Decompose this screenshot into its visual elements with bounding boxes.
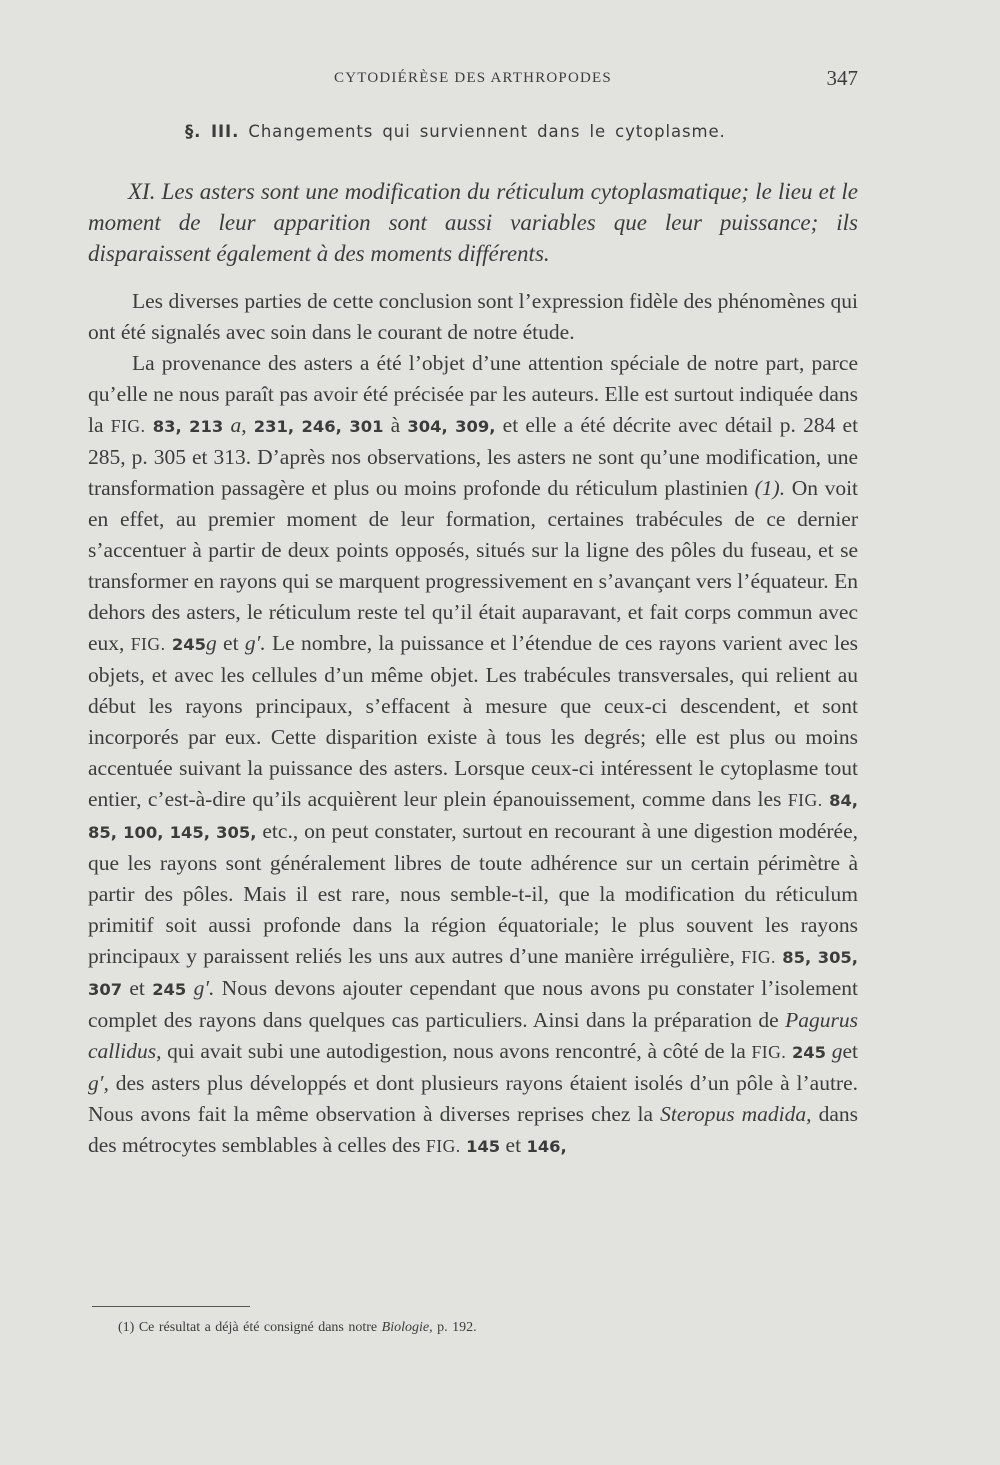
figure-reference: 146, — [526, 1137, 567, 1156]
figure-letter: g — [831, 1039, 843, 1063]
text-run: des asters plus développés et dont plusieurs rayons étaient isolés d’un pôle à l’autre. Nous avons fait la même observation à diverses reprises chez la — [88, 1071, 858, 1126]
conclusion-text: XI. Les asters sont une modification du réticulum cytoplasmatique; le lieu et le moment de leur apparition sont aussi variables que leur puissance; ils disparaissent également à des moments différents. — [88, 179, 858, 266]
paragraph-2: La provenance des asters a été l’objet d’une attention spéciale de notre part, parce qu’elle ne nous paraît pas avoir été précisée par les auteurs. Elle est surtout indiquée dans la FIG. 83, 213 a, 231, 246, 301 à 304, 309, et elle a été décrite avec détail p. 284 et 285, p. 305 et 313. D’après nos observations, les asters ne sont qu’une modification, une transformation passagère et plus ou moins profonde du réticulum plastinien (1). On voit en effet, au premier moment de leur formation, certaines trabécules de ce dernier s’accentuer à partir de deux points opposés, situés sur la ligne des pôles du fuseau, et se transformer en rayons qui se marquent progressivement en s’avançant vers l’équateur. En dehors des asters, le réticulum reste tel qu’il était auparavant, et fait corps commun avec eux, FIG. 245g et g′. Le nombre, la puissance et l’étendue de ces rayons varient avec les objets, et avec les cellules d’un même objet. Les trabécules transversales, qui relient au début les rayons principaux, s’effacent à mesure que ceux-ci descendent, et sont incorporés par eux. Cette disparition existe à tous les degrés; elle est plus ou moins accentuée suivant la puissance des asters. Lorsque ceux-ci intéressent le cytoplasme tout entier, c’est-à-dire qu’ils acquièrent leur plein épanouissement, comme dans les FIG. 84, 85, 100, 145, 305, etc., on peut constater, surtout en recourant à une digestion modérée, que les rayons sont généralement libres de toute adhérence sur un certain périmètre à partir des pôles. Mais il est rare, nous semble-t-il, que la modification du réticulum primitif soit aussi profonde dans la région équatoriale; le plus souvent les rayons principaux y paraissent reliés les uns aux autres d’une manière irrégulière, FIG. 85, 305, 307 et 245 g′. Nous devons ajouter cependant que nous avons pu constater l’isolement complet des rayons dans quelques cas particuliers. Ainsi dans la préparation de Pagurus callidus, qui avait subi une autodigestion, nous avons rencontré, à côté de la FIG. 245 get g′, des asters plus développés et dont plusieurs rayons étaient isolés d’un pôle à l’autre. Nous avons fait la même observation à diverses reprises chez la Steropus madida, dans des métrocytes semblables à celles des FIG. 145 et 146, — [88, 351, 859, 1157]
text-run: etc., on peut constater, surtout en recourant à une digestion modérée, que les rayons sont généralement libres de toute adhérence sur un certain périmètre à partir des pôles. Mais il est rare, nous semble-t-il, que la modification du réticulum primitif soit aussi profonde dans la région équatoriale; le plus souvent les rayons principaux y paraissent reliés les uns aux autres d’une manière irrégulière, — [88, 819, 858, 968]
conclusion-statement — [88, 176, 858, 269]
section-title: Changements qui surviennent dans le cytoplasme. — [248, 122, 726, 141]
text-run: qui avait subi une autodigestion, nous avons rencontré, à côté de la — [167, 1039, 746, 1063]
text-run: et — [223, 631, 239, 655]
figure-reference: 245 — [171, 635, 206, 654]
figure-letter: g — [205, 631, 217, 655]
species-name: Steropus madida, — [660, 1102, 812, 1126]
figure-reference: 231, 246, 301 — [253, 417, 384, 436]
figure-reference: 85, 305, 307 — [88, 948, 858, 999]
figure-letter: g′. — [244, 631, 266, 655]
figure-reference: 84, 85, 100, 145, 305, — [88, 791, 859, 842]
figure-reference: 245 — [791, 1043, 827, 1062]
fig-label: FIG. — [130, 634, 166, 654]
figure-reference: 304, 309, — [407, 417, 496, 436]
fig-label: FIG. — [425, 1136, 461, 1156]
figure-letter: a — [230, 413, 242, 437]
text-run: et — [129, 976, 145, 1000]
species-name: Pagurus callidus, — [88, 1008, 858, 1063]
footnote-work-title: Biologie, — [381, 1320, 433, 1335]
footnote-divider — [92, 1306, 250, 1307]
section-number: §. III. — [185, 122, 240, 141]
running-head — [88, 66, 858, 94]
footnote-page: p. 192. — [437, 1320, 477, 1335]
page-number: 347 — [826, 66, 858, 90]
figure-reference: 83, 213 — [152, 417, 224, 436]
footnote — [118, 1320, 477, 1336]
figure-letter: g′, — [88, 1071, 109, 1095]
footnote-text: Ce résultat a déjà été consigné dans notre — [138, 1320, 378, 1335]
footnote-marker: (1) — [118, 1320, 135, 1335]
fig-label: FIG. — [751, 1042, 787, 1062]
text-run: Le nombre, la puissance et l’étendue de ces rayons varient avec les objets, et avec les cellules d’un même objet. Les trabécules transversales, qui relient au début les rayons principaux, s’effacent à mesure que ceux-ci descendent, et sont incorporés par eux. Cette disparition existe à tous les degrés; elle est plus ou moins accentuée suivant la puissance des asters. Lorsque ceux-ci intéressent le cytoplasme tout entier, c’est-à-dire qu’ils acquièrent leur plein épanouissement, comme dans les — [88, 631, 858, 811]
text-run: dans des métrocytes semblables à celles des — [88, 1102, 859, 1157]
figure-reference: 145 — [466, 1137, 501, 1156]
text-run: à — [390, 413, 401, 437]
text-run: On voit en effet, au premier moment de leur formation, certaines trabécules de ce dernier s’accentuer à partir de deux points opposés, situés sur la ligne des pôles du fuseau, et se transformer en rayons qui se marquent progressivement en s’avançant vers l’équateur. En dehors des asters, le réticulum reste tel qu’il était auparavant, et fait corps commun avec eux, — [88, 476, 859, 655]
text-run: La provenance des asters a été l’objet d’une attention spéciale de notre part, parce qu’elle ne nous paraît pas avoir été précisée par les auteurs. Elle est surtout indiquée dans la — [88, 351, 858, 437]
section-heading — [185, 122, 726, 141]
text-run: et — [842, 1039, 859, 1063]
running-head-title: CYTODIÉRÈSE DES ARTHROPODES — [334, 70, 612, 86]
fig-label: FIG. — [110, 416, 146, 436]
text-run: Nous devons ajouter cependant que nous avons pu constater l’isolement complet des rayons dans quelques cas particuliers. Ainsi dans la préparation de — [88, 976, 858, 1032]
footnote-reference: (1). — [754, 476, 786, 500]
fig-label: FIG. — [741, 947, 776, 967]
figure-reference: 245 — [152, 980, 187, 999]
text-run: et elle a été décrite avec détail p. 284 et 285, p. 305 et 313. D’après nos observations, les asters ne sont qu’une modification, une transformation passagère et plus ou moins profonde du réticulum plastinien — [88, 413, 859, 500]
body-text — [88, 286, 858, 1162]
text-run: et — [505, 1133, 522, 1157]
paragraph-1: Les diverses parties de cette conclusion sont l’expression fidèle des phénomènes qui ont été signalés avec soin dans le courant de notre étude. — [88, 289, 858, 344]
fig-label: FIG. — [787, 790, 823, 810]
figure-letter: g′. — [193, 976, 215, 1000]
